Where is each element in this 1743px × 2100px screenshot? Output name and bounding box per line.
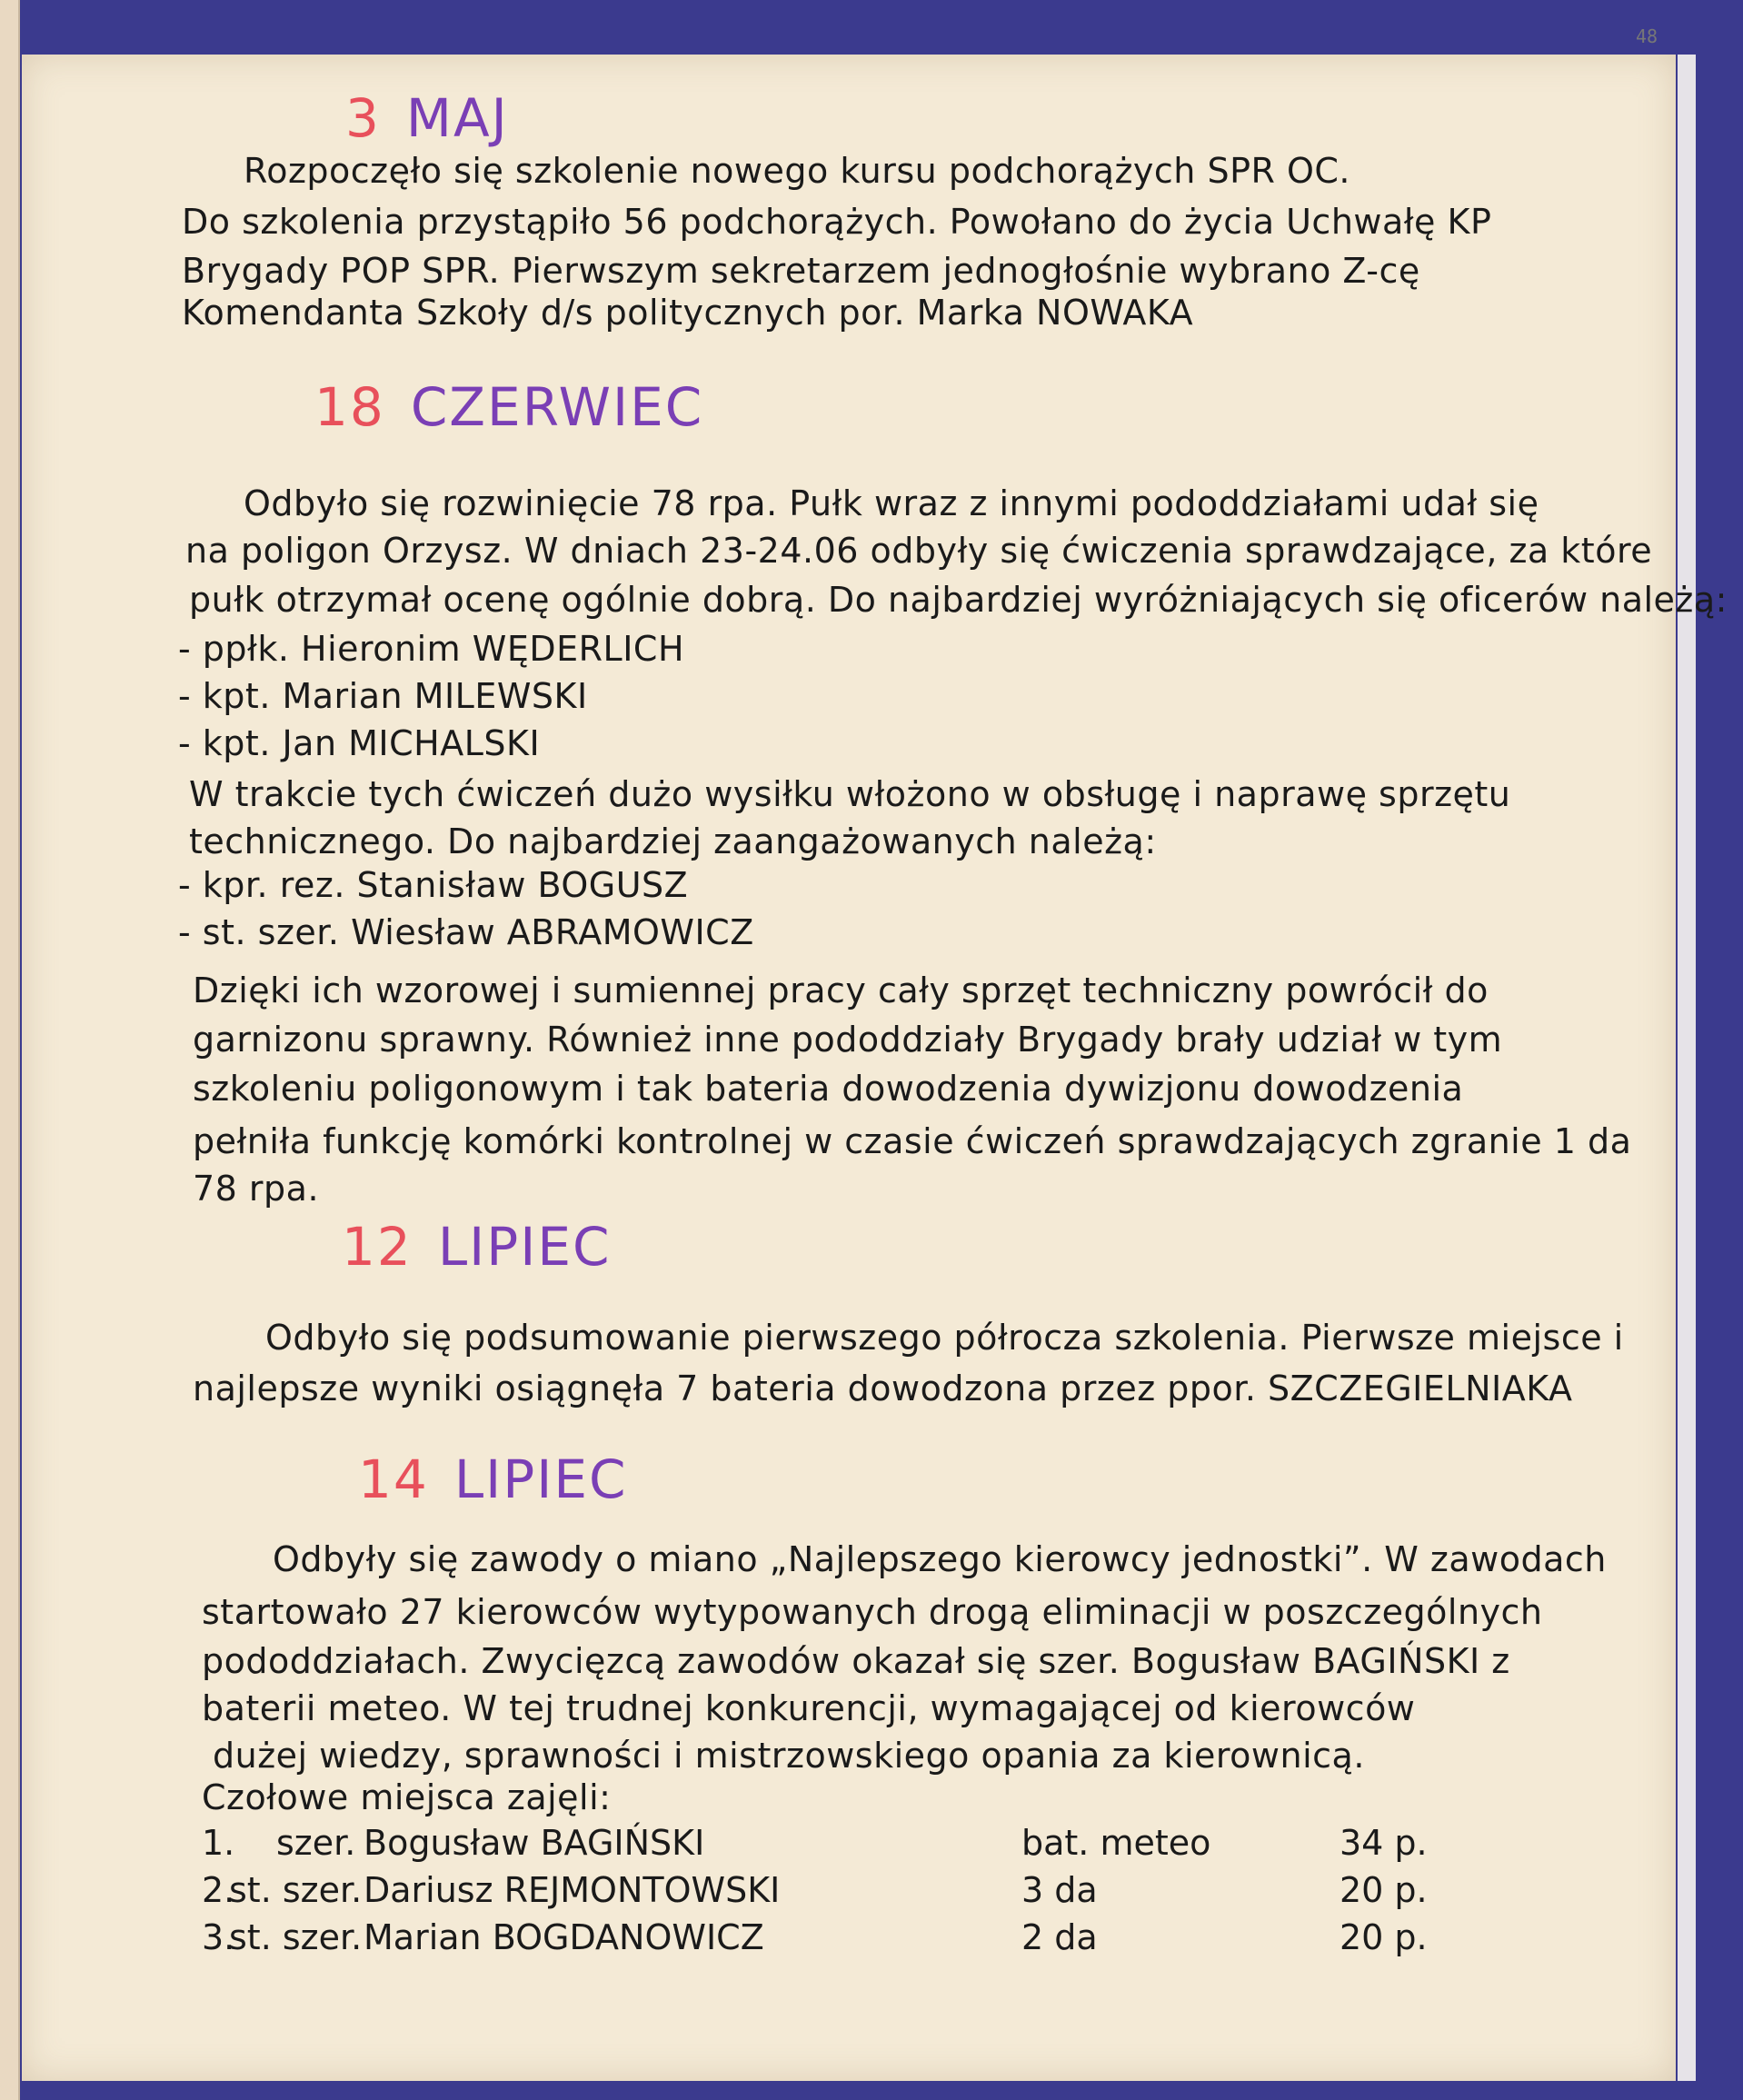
text-line: - kpt. Jan MICHALSKI xyxy=(178,723,541,763)
heading-day: 14 xyxy=(358,1448,429,1510)
text-line: startowało 27 kierowców wytypowanych drogą eliminacji w poszczególnych xyxy=(202,1592,1543,1632)
section-heading-14-lipiec xyxy=(358,1448,627,1510)
text-line: pełniła funkcję komórki kontrolnej w czasie ćwiczeń sprawdzających zgranie 1 da xyxy=(193,1121,1632,1161)
section-heading-3-maj xyxy=(345,87,509,149)
text-line: Komendanta Szkoły d/s politycznych por. Marka NOWAKA xyxy=(182,293,1194,333)
text-line: Odbyło się rozwinięcie 78 rpa. Pułk wraz z innymi pododdziałami udał się xyxy=(244,483,1539,523)
page-number: 48 xyxy=(1636,25,1658,47)
heading-day: 3 xyxy=(345,87,381,149)
text-line: Brygady POP SPR. Pierwszym sekretarzem jednogłośnie wybrano Z-cę xyxy=(182,251,1420,291)
text-line: Odbyły się zawody o miano „Najlepszego kierowcy jednostki”. W zawodach xyxy=(273,1539,1607,1579)
section-heading-12-lipiec xyxy=(342,1216,611,1278)
text-line: Odbyło się podsumowanie pierwszego półrocza szkolenia. Pierwsze miejsce i xyxy=(265,1318,1624,1358)
text-line: baterii meteo. W tej trudnej konkurencji, wymagającej od kierowców xyxy=(202,1688,1416,1728)
place: 3. xyxy=(202,1917,235,1957)
heading-day: 18 xyxy=(314,376,385,438)
points: 34 p. xyxy=(1340,1823,1428,1863)
text-line: na poligon Orzysz. W dniach 23-24.06 odbyły się ćwiczenia sprawdzające, za które xyxy=(185,531,1653,571)
text-line: pułk otrzymał ocenę ogólnie dobrą. Do najbardziej wyróżniających się oficerów należą: xyxy=(189,580,1728,620)
text-line: pododdziałach. Zwycięzcą zawodów okazał się szer. Bogusław BAGIŃSKI z xyxy=(202,1641,1510,1681)
text-line: - kpt. Marian MILEWSKI xyxy=(178,676,588,716)
place: 2. xyxy=(202,1870,235,1910)
text-line: najlepsze wyniki osiągnęła 7 bateria dowodzona przez ppor. SZCZEGIELNIAKA xyxy=(193,1368,1573,1408)
section-heading-18-czerwiec xyxy=(314,376,703,438)
rank: szer. xyxy=(276,1823,356,1863)
heading-month: CZERWIEC xyxy=(410,376,704,438)
heading-month: LIPIEC xyxy=(437,1216,612,1278)
unit: 3 da xyxy=(1021,1870,1098,1910)
unit: bat. meteo xyxy=(1021,1823,1211,1863)
unit: 2 da xyxy=(1021,1917,1098,1957)
heading-day: 12 xyxy=(342,1216,413,1278)
text-line: garnizonu sprawny. Również inne pododdziały Brygady brały udział w tym xyxy=(193,1020,1503,1060)
name: Marian BOGDANOWICZ xyxy=(364,1917,764,1957)
text-line: 78 rpa. xyxy=(193,1169,320,1209)
text-line: Czołowe miejsca zajęli: xyxy=(202,1777,612,1817)
place: 1. xyxy=(202,1823,235,1863)
rank: st. szer. xyxy=(229,1917,363,1957)
text-line: dużej wiedzy, sprawności i mistrzowskiego opania za kierownicą. xyxy=(213,1736,1365,1776)
text-line: Rozpoczęło się szkolenie nowego kursu podchorążych SPR OC. xyxy=(244,151,1351,191)
text-line: Do szkolenia przystąpiło 56 podchorążych. Powołano do życia Uchwałę KP xyxy=(182,202,1492,242)
text-line: Dzięki ich wzorowej i sumiennej pracy cały sprzęt techniczny powrócił do xyxy=(193,970,1489,1010)
name: Dariusz REJMONTOWSKI xyxy=(364,1870,781,1910)
heading-month: MAJ xyxy=(405,87,509,149)
page-edge xyxy=(1678,55,1696,2081)
text-line: - st. szer. Wiesław ABRAMOWICZ xyxy=(178,912,754,952)
text-line: szkoleniu poligonowym i tak bateria dowodzenia dywizjonu dowodzenia xyxy=(193,1069,1464,1109)
points: 20 p. xyxy=(1340,1917,1428,1957)
text-line: W trakcie tych ćwiczeń dużo wysiłku włożono w obsługę i naprawę sprzętu xyxy=(189,774,1511,814)
name: Bogusław BAGIŃSKI xyxy=(364,1823,705,1863)
text-line: - ppłk. Hieronim WĘDERLICH xyxy=(178,629,685,669)
points: 20 p. xyxy=(1340,1870,1428,1910)
text-line: technicznego. Do najbardziej zaangażowanych należą: xyxy=(189,821,1157,861)
text-line: - kpr. rez. Stanisław BOGUSZ xyxy=(178,865,689,905)
heading-month: LIPIEC xyxy=(453,1448,628,1510)
previous-page-edge xyxy=(0,0,20,2100)
rank: st. szer. xyxy=(229,1870,363,1910)
